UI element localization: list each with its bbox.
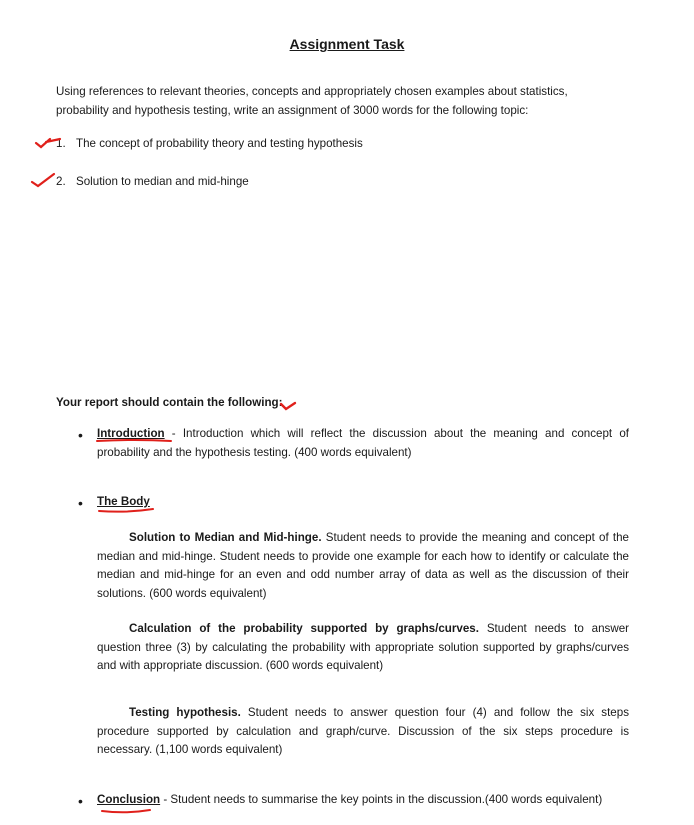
conclusion-label: Conclusion xyxy=(97,793,161,806)
body-item xyxy=(97,493,629,512)
document-title: Assignment Task xyxy=(289,36,405,52)
subsection-heading: Solution to Median and Mid-hinge. xyxy=(129,531,322,544)
topic-item-2 xyxy=(56,175,249,188)
conclusion-item xyxy=(97,791,629,810)
bullet-icon: • xyxy=(78,793,83,809)
red-checkmark-icon xyxy=(280,400,298,412)
introduction-text: - Introduction which will reflect the discussion about the meaning and concept of probability and the hypothesis testing. (400 words equivalent) xyxy=(97,427,629,459)
conclusion-text: - Student needs to summarise the key points in the discussion.(400 words equivalent) xyxy=(160,793,603,806)
intro-paragraph: Using references to relevant theories, concepts and appropriately chosen examples about statistics, probability and hypothesis testing, write an assignment of 3000 words for the following topic: xyxy=(56,85,568,117)
red-checkmark-icon xyxy=(30,170,60,190)
subsection-text: Student needs to answer question four (4) and follow the six steps procedure supported by calculation and graph/curve. Discussion of the six steps procedure is necessary. (1,100 words equivalent) xyxy=(97,706,629,756)
introduction-item xyxy=(97,425,629,462)
subsection-text: Student needs to answer question three (3) by calculating the probability with appropriate solution supported by graphs/curves and with appropriate discussion. (600 words equivalent) xyxy=(97,622,629,672)
body-subsection-median xyxy=(97,529,629,603)
topic-number: 2. xyxy=(56,175,66,188)
bullet-icon: • xyxy=(78,427,83,443)
topic-text: Solution to median and mid-hinge xyxy=(76,175,249,188)
red-underline-mark xyxy=(97,503,161,517)
body-subsection-probability xyxy=(97,620,629,676)
red-checkmark-icon xyxy=(34,133,64,153)
topic-number: 1. xyxy=(56,137,66,150)
subsection-heading: Calculation of the probability supported by graphs/curves. xyxy=(129,622,479,635)
subsection-heading: Testing hypothesis. xyxy=(129,706,241,719)
red-underline-mark xyxy=(95,437,175,445)
introduction-label: Introduction xyxy=(97,427,165,440)
bullet-icon: • xyxy=(78,495,83,511)
subsection-text: Student needs to provide the meaning and concept of the median and mid-hinge. Student needs to provide one example for each how to identify or calculate the median and mid-hinge for an even and odd number array of data as well as the discussion of their solutions. (600 words equivalent) xyxy=(97,531,629,600)
topic-item-1 xyxy=(56,137,363,150)
red-underline-mark xyxy=(100,806,160,816)
body-label: The Body xyxy=(97,495,150,508)
body-subsection-hypothesis xyxy=(97,704,629,760)
topic-text: The concept of probability theory and testing hypothesis xyxy=(76,137,363,150)
report-heading: Your report should contain the following: xyxy=(56,396,283,409)
